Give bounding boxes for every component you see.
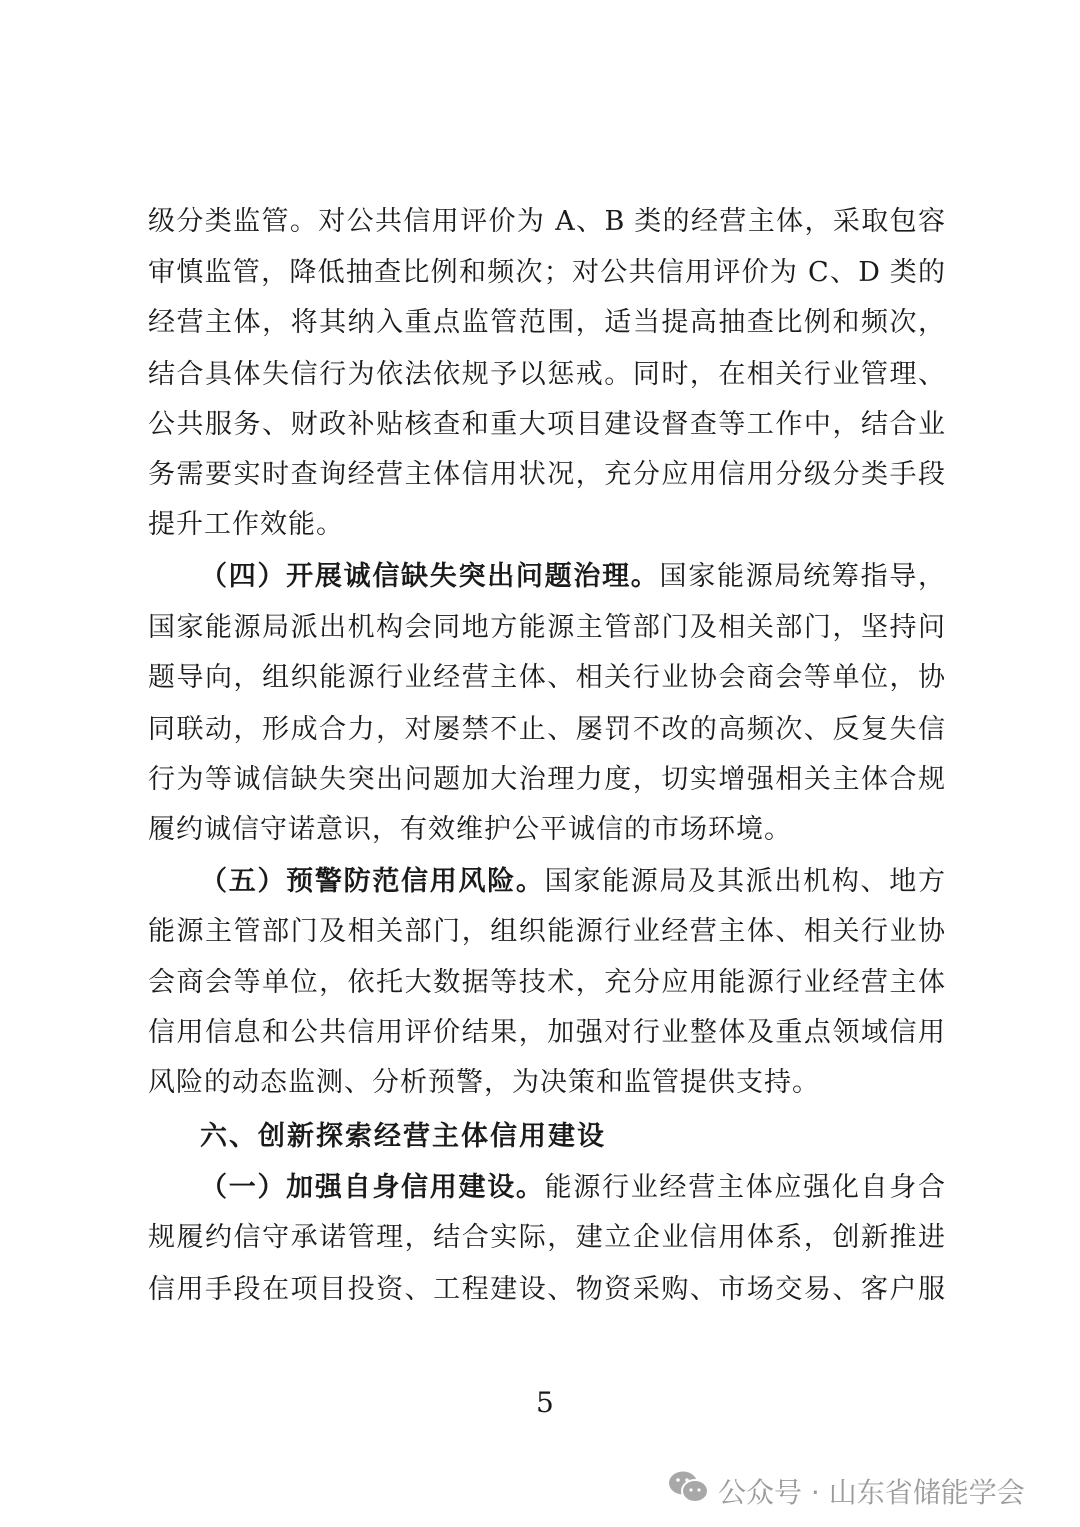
section-lead: （四）开展诚信缺失突出问题治理。 bbox=[200, 561, 660, 592]
page-number: 5 bbox=[536, 1386, 554, 1419]
paragraph-5-first-line bbox=[200, 862, 945, 902]
section-lead: （五）预警防范信用风险。 bbox=[200, 866, 545, 897]
wechat-icon bbox=[668, 1470, 710, 1511]
watermark-label: 公众号 · 山东省储能学会 bbox=[718, 1475, 1025, 1509]
text-span: 国家能源局统筹指导， bbox=[659, 561, 946, 592]
text-line: 会商会等单位，依托大数据等技术，充分应用能源行业经营主体 bbox=[148, 967, 945, 998]
text-line: 能源主管部门及相关部门，组织能源行业经营主体、相关行业协 bbox=[148, 916, 945, 947]
text-line: 公共服务、财政补贴核查和重大项目建设督查等工作中，结合业 bbox=[148, 409, 945, 440]
text-span: 能源行业经营主体应强化自身合 bbox=[544, 1172, 946, 1203]
text-line: 信用手段在项目投资、工程建设、物资采购、市场交易、客户服 bbox=[148, 1274, 945, 1305]
paragraph-4-first-line bbox=[200, 557, 945, 597]
section-lead: （一）加强自身信用建设。 bbox=[200, 1172, 545, 1203]
text-line: 国家能源局派出机构会同地方能源主管部门及相关部门，坚持问 bbox=[148, 612, 945, 643]
text-line: 提升工作效能。 bbox=[148, 509, 344, 540]
text-line: 题导向，组织能源行业经营主体、相关行业协会商会等单位，协 bbox=[148, 662, 945, 693]
text-span: 国家能源局及其派出机构、地方 bbox=[544, 866, 946, 897]
text-line: 行为等诚信缺失突出问题加大治理力度，切实增强相关主体合规 bbox=[148, 764, 945, 795]
text-line: 信用信息和公共信用评价结果，加强对行业整体及重点领域信用 bbox=[148, 1017, 945, 1048]
text-line: 履约诚信守诺意识，有效维护公平诚信的市场环境。 bbox=[148, 814, 792, 845]
text-line: 规履约信守承诺管理，结合实际，建立企业信用体系，创新推进 bbox=[148, 1222, 945, 1253]
section-heading: 六、创新探索经营主体信用建设 bbox=[200, 1121, 606, 1152]
text-line: 风险的动态监测、分析预警，为决策和监管提供支持。 bbox=[148, 1067, 820, 1098]
paragraph-6-1-first-line bbox=[200, 1168, 945, 1208]
text-line: 经营主体，将其纳入重点监管范围，适当提高抽查比例和频次， bbox=[148, 307, 945, 338]
text-line: 级分类监管。对公共信用评价为 A、B 类的经营主体，采取包容 bbox=[148, 206, 945, 237]
text-line: 同联动，形成合力，对屡禁不止、屡罚不改的高频次、反复失信 bbox=[148, 714, 945, 745]
text-line: 审慎监管，降低抽查比例和频次；对公共信用评价为 C、D 类的 bbox=[148, 257, 945, 288]
text-line: 结合具体失信行为依法依规予以惩戒。同时，在相关行业管理、 bbox=[148, 359, 945, 390]
watermark bbox=[668, 1470, 1025, 1511]
text-line: 务需要实时查询经营主体信用状况，充分应用信用分级分类手段 bbox=[148, 459, 945, 490]
